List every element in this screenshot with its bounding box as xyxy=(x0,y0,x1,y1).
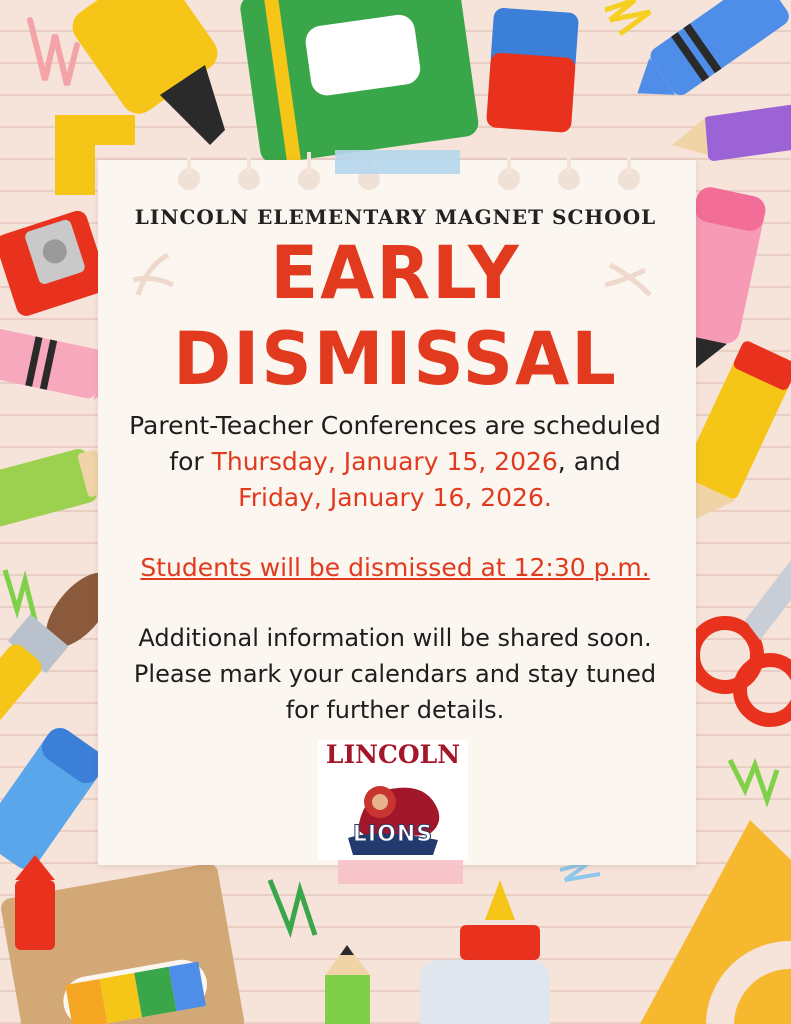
mascot-wordmark: LIONS xyxy=(352,822,434,847)
green-notebook-icon xyxy=(239,0,481,165)
binding-hole xyxy=(298,168,320,190)
conference-date-2: Friday, January 16, 2026. xyxy=(238,483,552,512)
for-word: for xyxy=(169,447,212,476)
conference-date-1: Thursday, January 15, 2026 xyxy=(211,447,558,476)
logo-title: LINCOLN xyxy=(325,740,461,769)
and-word: , and xyxy=(557,447,621,476)
binding-hole xyxy=(558,168,580,190)
lincoln-lions-logo xyxy=(318,740,468,860)
green-pencil-icon xyxy=(325,945,370,1024)
additional-info xyxy=(100,620,690,728)
green-highlighter-icon xyxy=(0,444,109,532)
announcement-date-line xyxy=(100,444,690,480)
yellow-squiggle-icon xyxy=(605,0,650,34)
binding-hole xyxy=(238,168,260,190)
additional-info-line-3: for further details. xyxy=(285,696,505,724)
purple-pencil-icon xyxy=(672,103,791,161)
blue-crayon-icon xyxy=(622,0,791,116)
title-dismissal: DISMISSAL xyxy=(173,315,618,403)
red-crayon-icon xyxy=(15,855,55,950)
dismissal-time-text: Students will be dismissed at 12:30 p.m. xyxy=(140,553,650,582)
binding-hole xyxy=(498,168,520,190)
additional-info-line-1: Additional information will be shared soon. xyxy=(138,624,652,652)
binding-hole xyxy=(178,168,200,190)
blue-marker-icon xyxy=(0,723,110,875)
scissors-icon xyxy=(693,560,791,720)
binding-hole xyxy=(618,168,640,190)
announcement-intro: Parent-Teacher Conferences are scheduled xyxy=(129,411,661,440)
green-scribble-icon xyxy=(270,880,315,935)
dismissal-time-notice xyxy=(100,550,690,586)
green-squiggle-icon xyxy=(5,570,35,620)
pink-squiggle-icon xyxy=(30,20,77,85)
title-early: EARLY xyxy=(270,229,521,317)
green-squiggle-right-icon xyxy=(730,760,777,800)
school-name: LINCOLN ELEMENTARY MAGNET SCHOOL xyxy=(134,205,657,229)
glue-bottle-icon xyxy=(420,880,550,1024)
conference-announcement xyxy=(100,408,690,516)
blue-tape xyxy=(335,150,460,174)
pink-tape xyxy=(338,860,463,884)
eraser-icon xyxy=(486,7,579,133)
additional-info-line-2: Please mark your calendars and stay tuned xyxy=(133,660,657,688)
